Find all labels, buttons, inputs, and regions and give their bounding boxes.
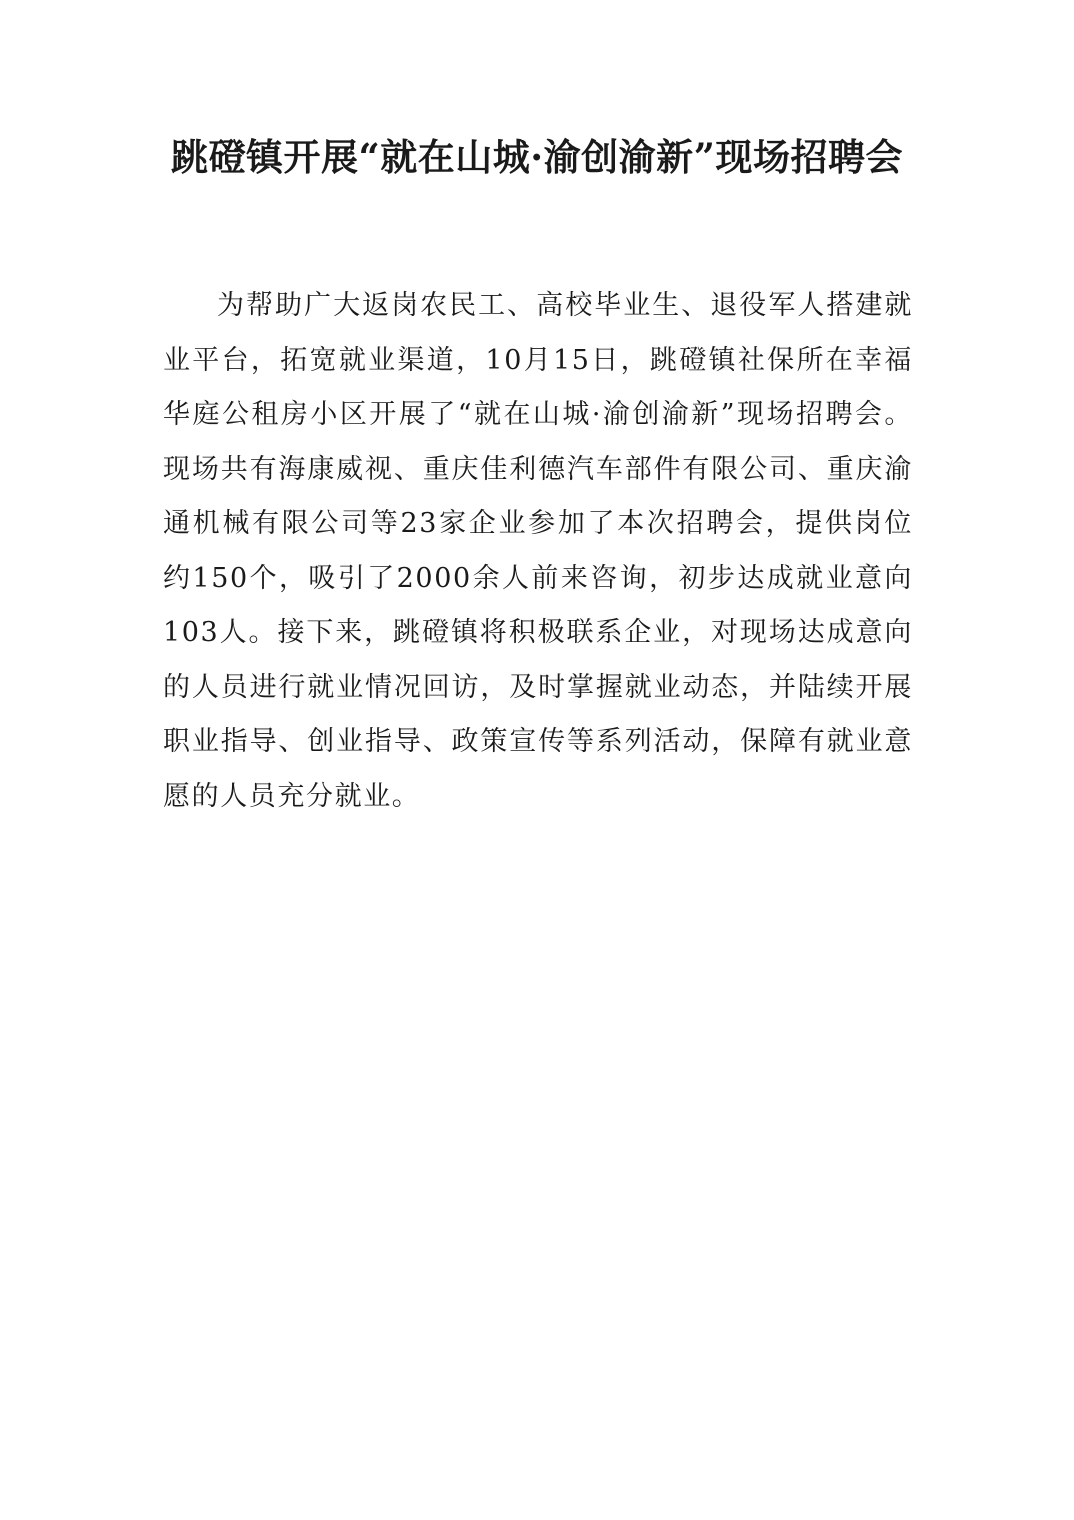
article-paragraph: 为帮助广大返岗农民工、高校毕业生、退役军人搭建就业平台，拓宽就业渠道，10月15日，跳磴镇社保所在幸福华庭公租房小区开展了“就在山城·渝创渝新”现场招聘会。现场共有海康威视、重庆佳利德汽车部件有限公司、重庆渝通机械有限公司等23家企业参加了本次招聘会，提供岗位约150个，吸引了2000余人前来咨询，初步达成就业意向103人。接下来，跳磴镇将积极联系企业，对现场达成意向的人员进行就业情况回访，及时掌握就业动态，并陆续开展职业指导、创业指导、政策宣传等系列活动，保障有就业意愿的人员充分就业。 bbox=[163, 290, 913, 812]
article-title: 跳磴镇开展“就在山城·渝创渝新”现场招聘会 bbox=[171, 135, 903, 179]
